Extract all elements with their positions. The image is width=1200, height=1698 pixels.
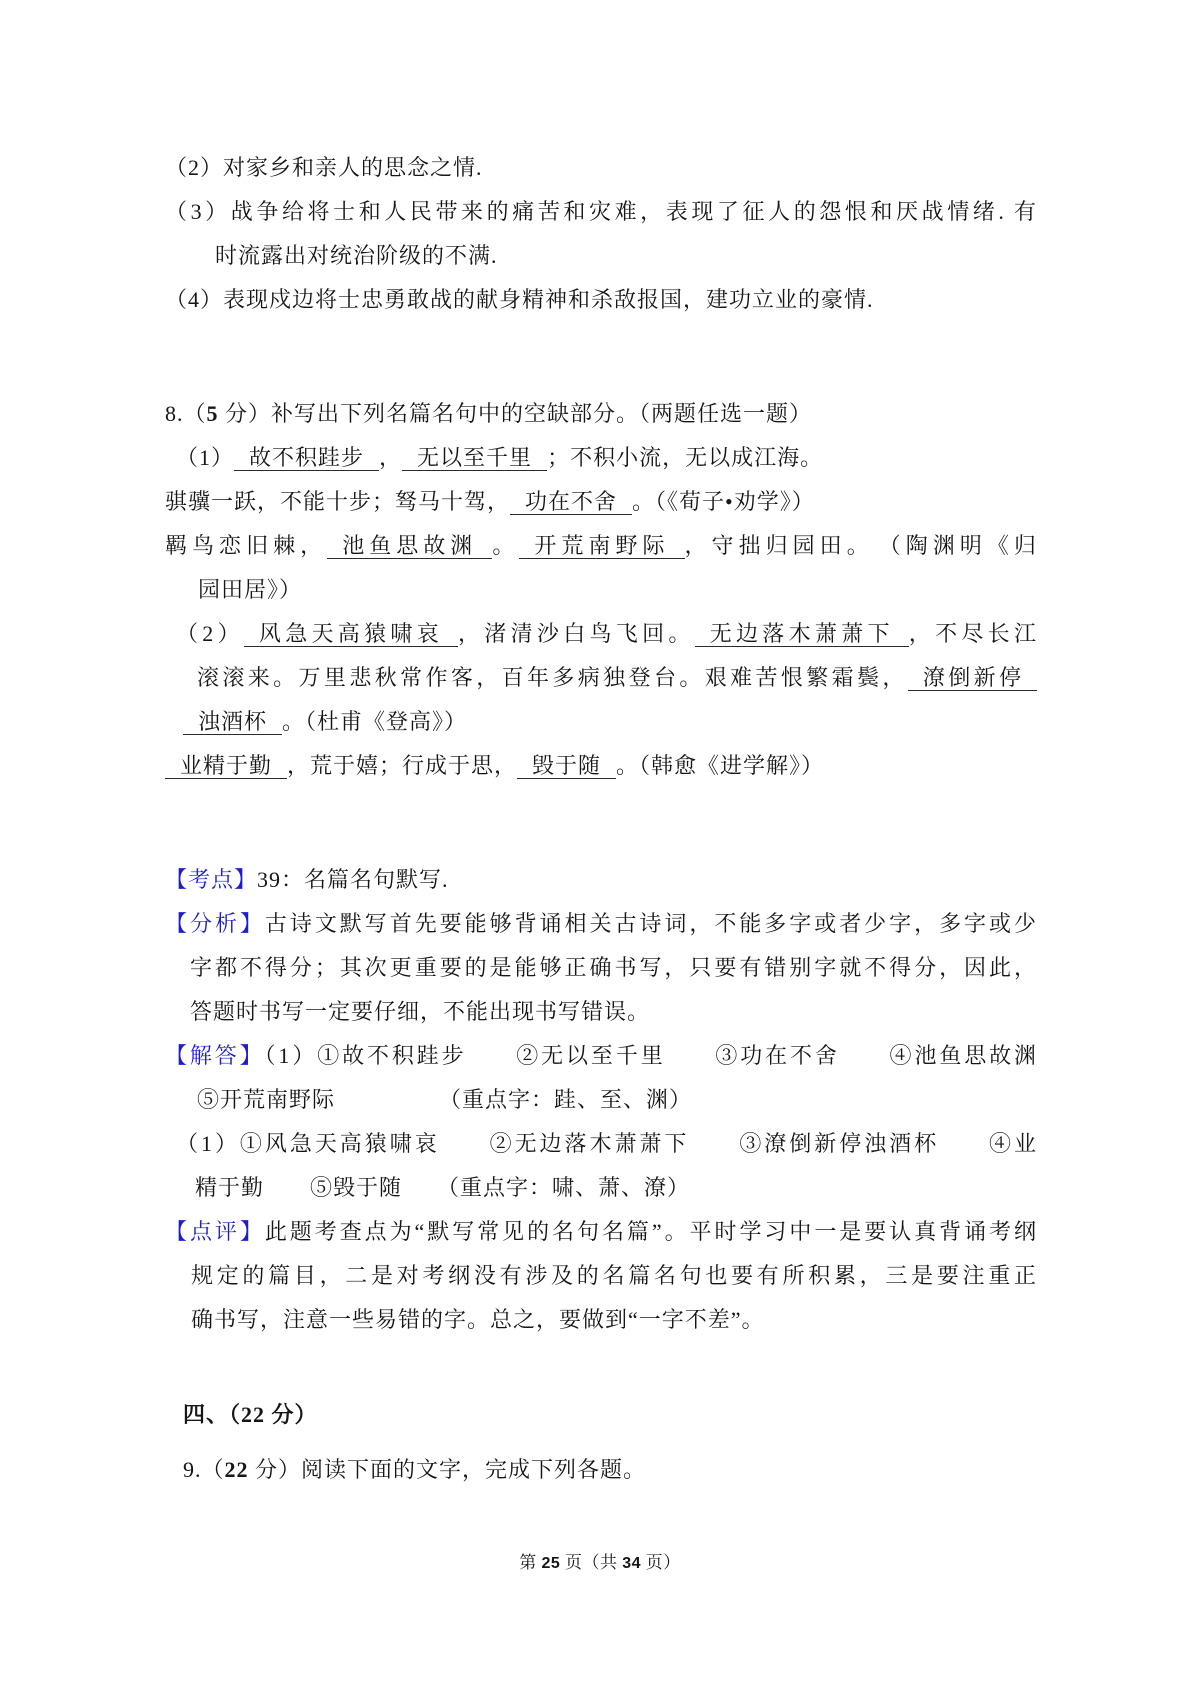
answer-blank: 无边落木萧萧下: [695, 621, 909, 647]
solution-line-1: [165, 1034, 1037, 1078]
text-segment: ，渚清沙白鸟飞回。: [458, 621, 695, 646]
text-segment: 答题时书写一定要仔细，不能出现书写错误。: [190, 999, 651, 1024]
q8-item-1-line-1: [165, 436, 1037, 480]
section-4-heading: [165, 1393, 1037, 1437]
text-segment: 9.（: [183, 1457, 225, 1482]
comment-line-3: [165, 1298, 1037, 1342]
text-segment: 。（《荀子•劝学》）: [632, 489, 815, 514]
text-segment: 。（杜甫《登高》）: [282, 709, 468, 734]
question-8-stem: [165, 392, 1037, 436]
q8-item-2-line-3: [165, 700, 1037, 744]
q8-item-2-line-2: [165, 656, 1037, 700]
q8-item-1-line-3: [165, 524, 1037, 568]
answer-blank: 风急天高猿啸哀: [244, 621, 458, 647]
q8-item-1-line-4: [165, 568, 1037, 612]
text-segment: 8.（: [165, 401, 207, 426]
text-segment: （1）①故不积跬步 ②无以至千里 ③功在不舍 ④池鱼思故渊: [264, 1043, 1037, 1068]
answer-blank: 潦倒新停: [908, 665, 1037, 691]
answer-point-4: [165, 278, 1037, 322]
footer-mid: 页（共: [560, 1553, 623, 1572]
text-segment: 时流露出对统治阶级的不满.: [215, 243, 498, 268]
text-segment: 骐骥一跃，不能十步；驽马十驾，: [165, 489, 511, 514]
section-label: 【解答】: [165, 1043, 265, 1068]
footer-total-pages: 34: [622, 1555, 642, 1572]
solution-line-3: [165, 1122, 1037, 1166]
bold-text: 四、（22 分）: [183, 1402, 318, 1427]
exam-point-line: [165, 858, 1037, 902]
answer-blank: 故不积跬步: [234, 445, 379, 471]
text-segment: 规定的篇目，二是对考纲没有涉及的名篇名句也要有所积累，三是要注重正: [191, 1263, 1037, 1288]
section-label: 【点评】: [165, 1219, 265, 1244]
text-segment: 古诗文默写首先要能够背诵相关古诗词，不能多字或者少字，多字或少: [264, 911, 1037, 936]
section-label: 【考点】: [165, 867, 258, 892]
answer-blank: 毁于随: [517, 753, 616, 779]
text-segment: 精于勤 ⑤毁于随 （重点字：啸、萧、潦）: [195, 1175, 691, 1200]
q8-item-1-line-2: [165, 480, 1037, 524]
text-segment: ，不尽长江: [908, 621, 1037, 646]
analysis-line-2: [165, 946, 1037, 990]
comment-line-2: [165, 1254, 1037, 1298]
analysis-line-1: [165, 902, 1037, 946]
document-content: [165, 146, 1037, 1492]
analysis-line-3: [165, 990, 1037, 1034]
text-segment: 分）补写出下列名篇名句中的空缺部分。（两题任选一题）: [218, 401, 813, 426]
answer-point-3: [165, 190, 1037, 234]
solution-line-2: [165, 1078, 1037, 1122]
footer-page-number: 25: [541, 1555, 561, 1572]
solution-line-4: [165, 1166, 1037, 1210]
text-segment: 。: [492, 533, 520, 558]
text-segment: （1）: [176, 445, 235, 470]
text-segment: 字都不得分；其次更重要的是能够正确书写，只要有错别字就不得分，因此，: [190, 955, 1037, 980]
text-segment: ，荒于嬉；行成于思，: [287, 753, 518, 778]
answer-blank: 功在不舍: [510, 489, 632, 515]
answer-blank: 池鱼思故渊: [327, 533, 492, 559]
q8-item-2-line-1: [165, 612, 1037, 656]
text-segment: 分）阅读下面的文字，完成下列各题。: [248, 1457, 647, 1482]
text-segment: ；不积小流，无以成江海。: [547, 445, 824, 470]
text-segment: 确书写，注意一些易错的字。总之，要做到“一字不差”。: [191, 1307, 765, 1332]
text-segment: 。（韩愈《进学解》）: [616, 753, 825, 778]
footer-suffix: 页）: [641, 1553, 681, 1572]
text-segment: 39：名篇名句默写.: [257, 867, 449, 892]
answer-blank: 浊酒杯: [183, 709, 282, 735]
answer-blank: 业精于勤: [165, 753, 287, 779]
q8-item-2-line-4: [165, 744, 1037, 788]
section-label: 【分析】: [165, 911, 265, 936]
answer-point-3-cont: [165, 234, 1037, 278]
text-segment: （2）: [176, 621, 244, 646]
footer-prefix: 第: [519, 1553, 542, 1572]
page-footer: [0, 1548, 1200, 1578]
text-segment: ，: [379, 445, 403, 470]
answer-blank: 无以至千里: [402, 445, 547, 471]
text-segment: 羁鸟恋旧棘，: [165, 533, 328, 558]
question-9-stem: [165, 1448, 1037, 1492]
text-segment: （4）表现戍边将士忠勇敢战的献身精神和杀敌报国，建功立业的豪情.: [165, 287, 874, 312]
comment-line-1: [165, 1210, 1037, 1254]
text-segment: ，守拙归园田。 （陶渊明《归: [684, 533, 1037, 558]
bold-text: 22: [224, 1457, 249, 1482]
text-segment: （1）①风急天高猿啸哀 ②无边落木萧萧下 ③潦倒新停浊酒杯 ④业: [176, 1131, 1037, 1156]
text-segment: 滚滚来。万里悲秋常作客，百年多病独登台。艰难苦恨繁霜鬓，: [197, 665, 908, 690]
answer-blank: 开荒南野际: [519, 533, 684, 559]
answer-point-2: [165, 146, 1037, 190]
text-segment: ⑤开荒南野际 （重点字：跬、至、渊）: [197, 1087, 693, 1112]
text-segment: 此题考查点为“默写常见的名句名篇”。平时学习中一是要认真背诵考纲: [264, 1219, 1037, 1244]
text-segment: （3）战争给将士和人民带来的痛苦和灾难，表现了征人的怨恨和厌战情绪. 有: [165, 199, 1037, 224]
text-segment: （2）对家乡和亲人的思念之情.: [165, 155, 483, 180]
text-segment: 园田居》）: [198, 577, 303, 602]
bold-text: 5: [206, 401, 219, 426]
